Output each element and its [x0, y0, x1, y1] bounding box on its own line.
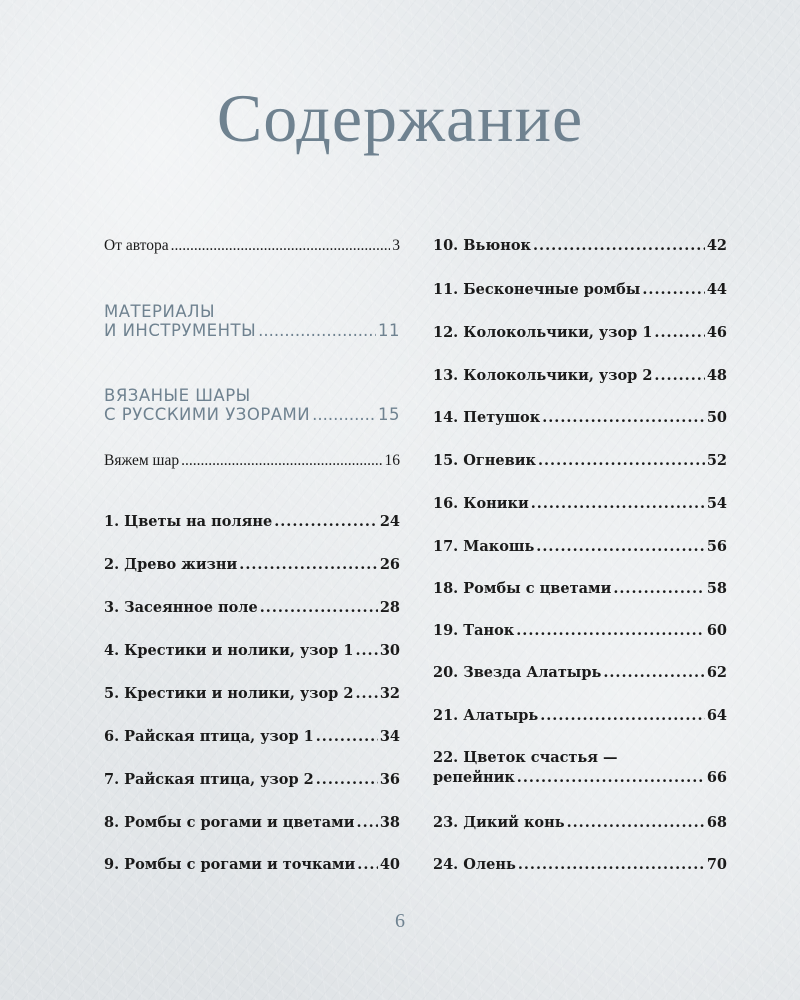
toc-entry[interactable]: [433, 281, 727, 298]
toc-entry-page: 54: [706, 495, 727, 512]
toc-entry-page: 58: [706, 580, 727, 597]
toc-entry-page: 24: [379, 513, 400, 530]
section-title-line2-row: [104, 321, 400, 340]
dot-leader: [642, 281, 704, 298]
toc-entry-title: 10. Вьюнок: [433, 237, 531, 254]
toc-entry-page: 40: [379, 856, 400, 873]
toc-entry[interactable]: [433, 538, 727, 555]
dot-leader: [540, 707, 705, 724]
toc-entry-title: 21. Алатырь: [433, 707, 539, 724]
dot-leader: [567, 814, 705, 831]
dot-leader: [258, 321, 376, 340]
toc-entry-author[interactable]: [104, 237, 400, 255]
dot-leader: [239, 556, 378, 573]
toc-entry[interactable]: [433, 856, 727, 873]
dot-leader: [357, 856, 378, 873]
section-title-line2-row: [104, 405, 400, 424]
toc-entry-page: 64: [706, 707, 727, 724]
dot-leader: [613, 580, 704, 597]
toc-entry-page: 42: [706, 237, 727, 254]
toc-entry-line2-row: [433, 769, 727, 786]
toc-entry-page: 26: [379, 556, 400, 573]
dot-leader: [531, 495, 705, 512]
page-number: 6: [395, 910, 405, 932]
toc-entry-title: 12. Колокольчики, узор 1: [433, 324, 653, 341]
toc-entry-multiline[interactable]: [433, 749, 727, 786]
dot-leader: [181, 452, 382, 470]
toc-entry[interactable]: [433, 664, 727, 681]
toc-entry-page: 46: [706, 324, 727, 341]
toc-entry-title-line1: 22. Цветок счастья —: [433, 749, 618, 766]
section-title-line2: С РУССКИМИ УЗОРАМИ: [104, 405, 311, 424]
toc-entry[interactable]: [104, 599, 400, 616]
toc-entry-page: 28: [379, 599, 400, 616]
section-title-line1: МАТЕРИАЛЫ: [104, 302, 216, 321]
toc-entry-page: 16: [384, 452, 400, 469]
toc-entry-knit[interactable]: [104, 452, 400, 470]
dot-leader: [536, 538, 705, 555]
toc-entry-page: 32: [379, 685, 400, 702]
dot-leader: [316, 728, 378, 745]
toc-entry-title: 6. Райская птица, узор 1: [104, 728, 314, 745]
dot-leader: [517, 769, 705, 786]
toc-entry-page: 30: [379, 642, 400, 659]
toc-entry-title: 7. Райская птица, узор 2: [104, 771, 314, 788]
section-title-line2: И ИНСТРУМЕНТЫ: [104, 321, 257, 340]
dot-leader: [355, 685, 377, 702]
toc-entry-title: От автора: [104, 237, 169, 254]
toc-entry-page: 36: [379, 771, 400, 788]
toc-entry-title: Вяжем шар: [104, 452, 180, 469]
toc-entry[interactable]: [104, 771, 400, 788]
toc-entry-title: 24. Олень: [433, 856, 516, 873]
toc-entry-title: 11. Бесконечные ромбы: [433, 281, 641, 298]
toc-entry-title: 9. Ромбы с рогами и точками: [104, 856, 356, 873]
toc-entry[interactable]: [433, 707, 727, 724]
dot-leader: [518, 856, 705, 873]
toc-entry[interactable]: [104, 642, 400, 659]
toc-entry-page: 50: [706, 409, 727, 426]
toc-entry-title: 18. Ромбы с цветами: [433, 580, 612, 597]
toc-entry[interactable]: [104, 856, 400, 873]
dot-leader: [357, 814, 378, 831]
toc-entry-title: 4. Крестики и нолики, узор 1: [104, 642, 354, 659]
toc-entry-page: 62: [706, 664, 727, 681]
toc-entry[interactable]: [433, 622, 727, 639]
toc-entry[interactable]: [104, 728, 400, 745]
dot-leader: [171, 237, 391, 255]
dot-leader: [533, 237, 705, 254]
toc-entry-title: 16. Коники: [433, 495, 529, 512]
toc-entry-title: 5. Крестики и нолики, узор 2: [104, 685, 354, 702]
toc-entry-title: 15. Огневик: [433, 452, 536, 469]
toc-section-balls[interactable]: [104, 386, 400, 424]
toc-entry-title: 19. Танок: [433, 622, 515, 639]
toc-entry-page: 48: [706, 367, 727, 384]
toc-entry-title: 3. Засеянное поле: [104, 599, 258, 616]
toc-entry[interactable]: [104, 685, 400, 702]
toc-entry-page: 38: [379, 814, 400, 831]
toc-entry[interactable]: [433, 452, 727, 469]
toc-entry-page: 44: [706, 281, 727, 298]
toc-entry[interactable]: [433, 814, 727, 831]
toc-entry-title: 2. Древо жизни: [104, 556, 238, 573]
toc-entry[interactable]: [433, 409, 727, 426]
toc-entry-title: 14. Петушок: [433, 409, 541, 426]
toc-entry-title: 1. Цветы на поляне: [104, 513, 273, 530]
section-title-line1: ВЯЗАНЫЕ ШАРЫ: [104, 386, 251, 405]
toc-entry-title: 20. Звезда Алатырь: [433, 664, 602, 681]
toc-entry-page: 34: [379, 728, 400, 745]
dot-leader: [355, 642, 377, 659]
toc-entry-page: 56: [706, 538, 727, 555]
toc-entry[interactable]: [433, 237, 727, 254]
section-page: 11: [378, 321, 400, 340]
section-page: 15: [378, 405, 400, 424]
toc-entry-page: 68: [706, 814, 727, 831]
toc-entry[interactable]: [433, 324, 727, 341]
toc-entry[interactable]: [433, 580, 727, 597]
toc-entry[interactable]: [433, 367, 727, 384]
toc-entry-title: 23. Дикий конь: [433, 814, 565, 831]
toc-entry-page: 60: [706, 622, 727, 639]
dot-leader: [260, 599, 378, 616]
toc-entry-title: 17. Макошь: [433, 538, 535, 555]
dot-leader: [654, 367, 704, 384]
dot-leader: [603, 664, 704, 681]
dot-leader: [312, 405, 376, 424]
dot-leader: [538, 452, 705, 469]
toc-entry-page: 3: [392, 237, 400, 254]
dot-leader: [654, 324, 704, 341]
toc-entry[interactable]: [104, 513, 400, 530]
dot-leader: [316, 771, 378, 788]
toc-section-materials[interactable]: [104, 302, 400, 340]
dot-leader: [516, 622, 705, 639]
toc-entry-title-line2: репейник: [433, 769, 515, 786]
toc-entry-page: 66: [706, 769, 727, 786]
toc-entry-page: 52: [706, 452, 727, 469]
dot-leader: [542, 409, 705, 426]
toc-entry-title: 8. Ромбы с рогами и цветами: [104, 814, 355, 831]
toc-entry[interactable]: [104, 814, 400, 831]
toc-entry-title: 13. Колокольчики, узор 2: [433, 367, 653, 384]
toc-entry[interactable]: [433, 495, 727, 512]
page-title: Содержание: [216, 80, 584, 156]
dot-leader: [274, 513, 378, 530]
toc-entry[interactable]: [104, 556, 400, 573]
toc-entry-page: 70: [706, 856, 727, 873]
